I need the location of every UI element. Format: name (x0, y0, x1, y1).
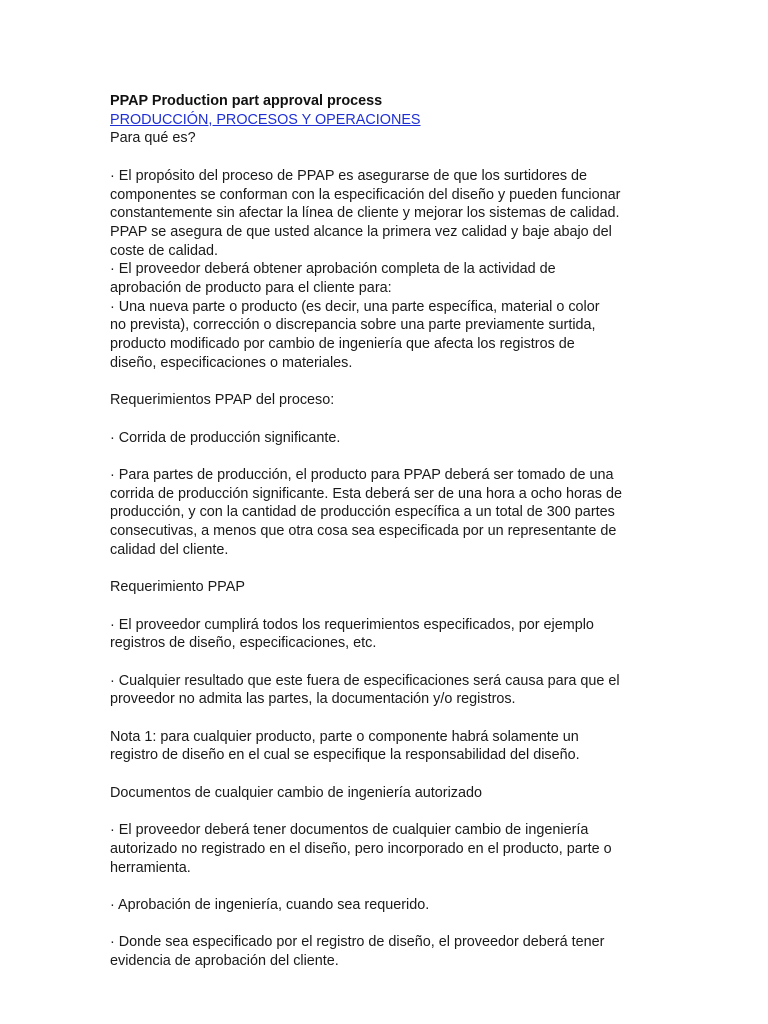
spacer (110, 709, 670, 728)
note-1: Nota 1: para cualquier producto, parte o componente habrá solamente un registro de diseño en el cual se especifique la responsabilidad del diseño. (110, 728, 580, 764)
spacer (110, 803, 670, 822)
spacer (110, 765, 670, 784)
heading-requirement: Requerimiento PPAP (110, 579, 245, 596)
spacer (110, 597, 670, 616)
spacer (110, 560, 670, 579)
bullet-customer-approval: · Donde sea especificado por el registro de diseño, el proveedor deberá tener evidencia de aprobación del cliente. (110, 934, 605, 970)
question-text: Para qué es? (110, 130, 196, 147)
heading-requirements-process: Requerimientos PPAP del proceso: (110, 392, 335, 409)
paragraph-production-run: · Para partes de producción, el producto para PPAP deberá ser tomado de una corrida de producción significante. Esta deberá ser de una hora a ocho horas de producción, y con la cantidad de producción específica a un total de 300 partes consecutivas, a menos que otra cosa sea especificada por un representante de calidad del cliente. (110, 467, 622, 558)
heading-engineering-change: Documentos de cualquier cambio de ingeniería autorizado (110, 784, 482, 801)
bullet-production-run: · Corrida de producción significante. (110, 429, 341, 446)
intro-paragraph: · El propósito del proceso de PPAP es asegurarse de que los surtidores de componentes se conforman con la especificación del diseño y pueden funcionar constantemente sin afectar la línea de cliente y mejorar los sistemas de calidad. PPAP se asegura de que usted alcance la primera vez calidad y baje abajo del coste de calidad. · El proveedor deberá obtener aprobación completa de la actividad de aprobación de producto para el cliente para: · Una nueva parte o producto (es decir, una parte específica, material o color no prevista), corrección o discrepancia sobre una parte previamente surtida, producto modificado por cambio de ingeniería que afecta los registros de diseño, especificaciones o materiales. (110, 167, 621, 371)
spacer (110, 410, 670, 429)
spacer (110, 447, 670, 466)
spacer (110, 148, 670, 167)
bullet-supplier-requirements: · El proveedor cumplirá todos los requerimientos especificados, por ejemplo registros de diseño, especificaciones, etc. (110, 616, 594, 652)
spacer (110, 653, 670, 672)
bullet-engineering-documents: · El proveedor deberá tener documentos de cualquier cambio de ingeniería autorizado no registrado en el diseño, pero incorporado en el producto, parte o herramienta. (110, 822, 612, 876)
spacer (110, 877, 670, 896)
document-title: PPAP Production part approval process (110, 93, 383, 109)
spacer (110, 373, 670, 392)
bullet-out-of-spec: · Cualquier resultado que este fuera de especificaciones será causa para que el proveedor no admita las partes, la documentación y/o registros. (110, 672, 620, 708)
bullet-engineering-approval: · Aprobación de ingeniería, cuando sea requerido. (110, 897, 430, 914)
category-link[interactable]: PRODUCCIÓN, PROCESOS Y OPERACIONES (110, 111, 421, 128)
spacer (110, 915, 670, 934)
document-body (110, 92, 670, 971)
